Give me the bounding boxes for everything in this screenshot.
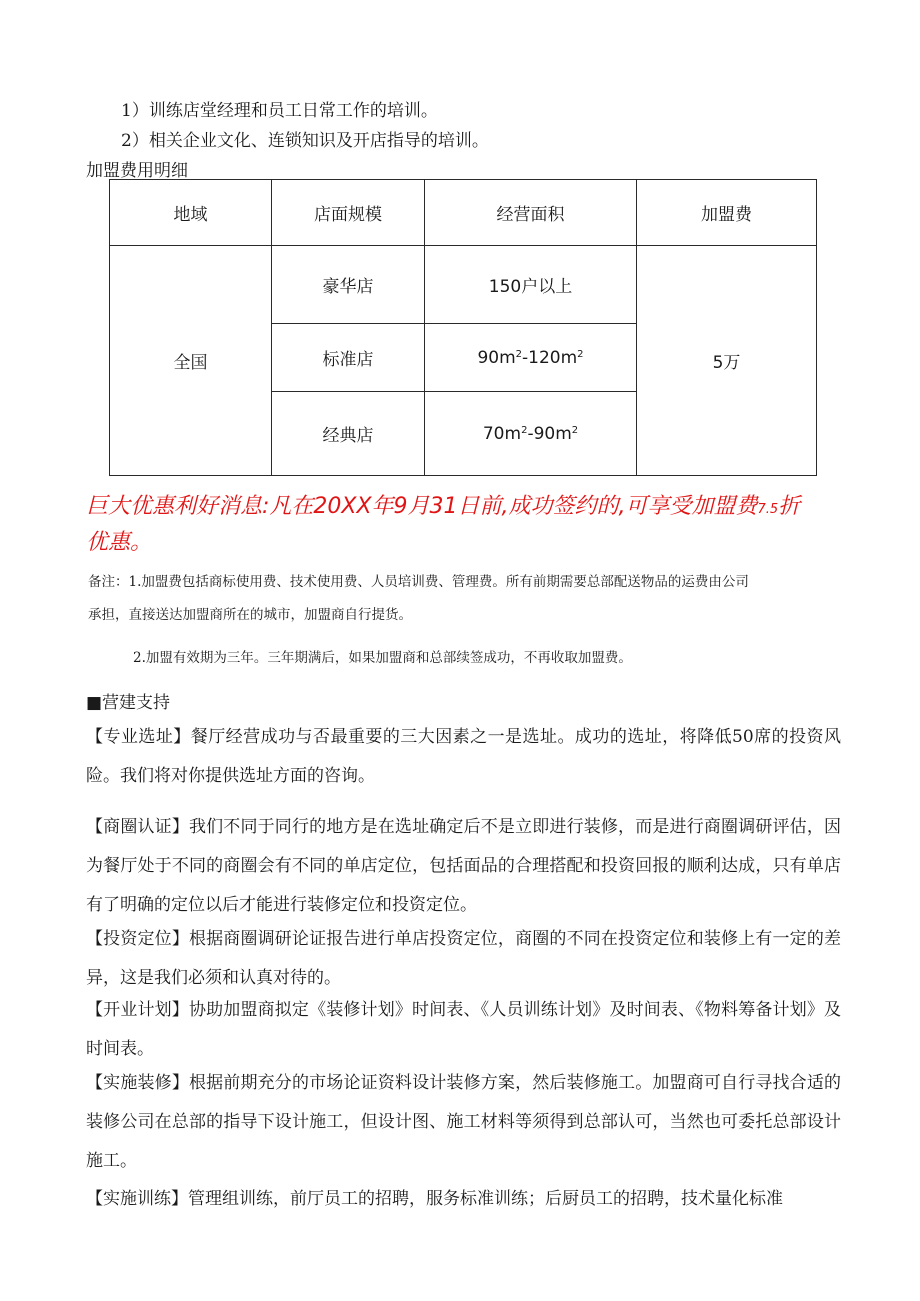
header-region: 地域: [110, 180, 272, 246]
cell-area-classic: $70m^2-90m^2$: [425, 392, 637, 476]
cell-area-standard: $90m^2-120m^2$: [425, 324, 637, 392]
section-decoration: [86, 1064, 841, 1181]
section-text: 协助加盟商拟定《装修计划》时间表、《人员训练计划》及时间表、《物料筹备计划》及时间表。: [86, 1000, 842, 1059]
cell-fee: 5万: [637, 246, 817, 476]
cell-size-classic: 经典店: [272, 392, 425, 476]
section-tag: 【专业选址】: [86, 727, 191, 747]
section-text: 我们不同于同行的地方是在选址确定后不是立即进行装修，而是进行商圈调研评估，因为餐厅处于不同的商圈会有不同的单店定位，包括面品的合理搭配和投资回报的顺利达成，只有单店有了明确的定位以后才能进行装修定位和投资定位。: [86, 817, 842, 915]
intro-item-1: 1）训练店堂经理和员工日常工作的培训。: [121, 101, 438, 121]
note-line-2: 承担，直接送达加盟商所在的城市，加盟商自行提货。: [88, 607, 412, 623]
section-text: 根据商圈调研论证报告进行单店投资定位，商圈的不同在投资定位和装修上有一定的差异，这是我们必须和认真对待的。: [86, 929, 842, 988]
section-tag: 【实施装修】: [86, 1073, 189, 1093]
promo-line-2: 优惠。: [86, 530, 153, 555]
header-fee: 加盟费: [637, 180, 817, 246]
section-text: 管理组训练，前厅员工的招聘，服务标准训练；后厨员工的招聘，技术量化标准: [188, 1189, 783, 1209]
section-tag: 【实施训练】: [86, 1189, 188, 1209]
section-opening-plan: [86, 991, 841, 1069]
section-title: ■营建支持: [86, 693, 171, 713]
promo-line-1: 巨大优惠利好消息:凡在20XX年9月31日前,成功签约的,可享受加盟费7.5折: [86, 494, 801, 519]
table-title: 加盟费用明细: [86, 161, 188, 181]
franchise-fee-table: [109, 179, 817, 476]
note-line-3: 2.加盟有效期为三年。三年期满后，如果加盟商和总部续签成功，不再收取加盟费。: [133, 650, 632, 666]
section-text: 餐厅经营成功与否最重要的三大因素之一是选址。成功的选址，将降低50席的投资风险。我们将对你提供选址方面的咨询。: [86, 727, 841, 786]
section-tag: 【商圈认证】: [86, 817, 189, 837]
section-business-district: [86, 808, 841, 925]
section-tag: 【投资定位】: [86, 929, 189, 949]
note-line-1: 备注：1.加盟费包括商标使用费、技术使用费、人员培训费、管理费。所有前期需要总部配送物品的运费由公司: [88, 574, 749, 590]
header-area: 经营面积: [425, 180, 637, 246]
cell-area-luxury: 150户以上: [425, 246, 637, 324]
cell-size-luxury: 豪华店: [272, 246, 425, 324]
header-store-size: 店面规模: [272, 180, 425, 246]
cell-size-standard: 标准店: [272, 324, 425, 392]
section-text: 根据前期充分的市场论证资料设计装修方案，然后装修施工。加盟商可自行寻找合适的装修公司在总部的指导下设计施工，但设计图、施工材料等须得到总部认可，当然也可委托总部设计施工。: [86, 1073, 842, 1171]
section-investment: [86, 920, 841, 998]
cell-region: 全国: [110, 246, 272, 476]
section-tag: 【开业计划】: [86, 1000, 189, 1020]
intro-item-2: 2）相关企业文化、连锁知识及开店指导的培训。: [121, 131, 489, 151]
section-training: [86, 1180, 841, 1219]
section-site-selection: [86, 718, 841, 796]
